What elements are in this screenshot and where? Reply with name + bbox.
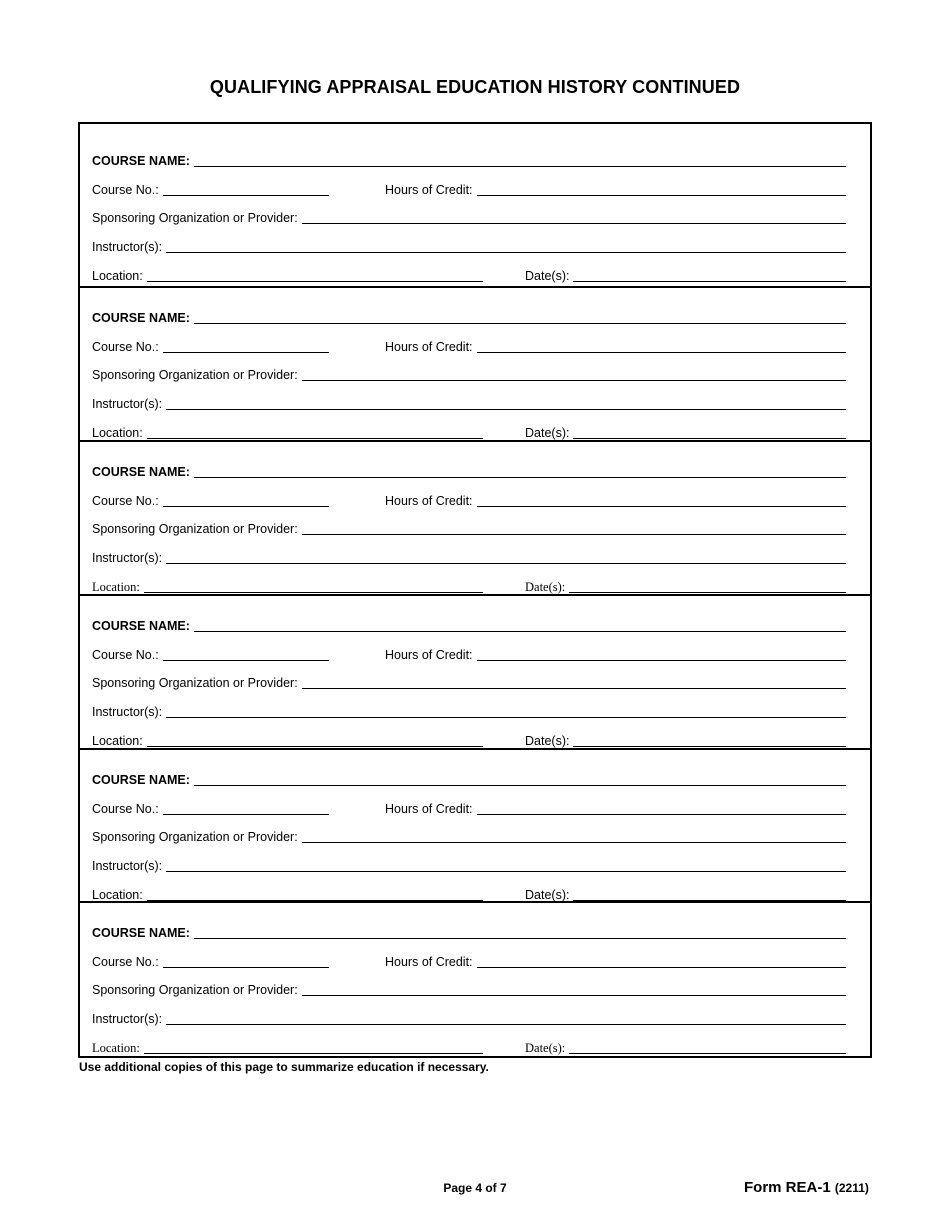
sponsor-field[interactable] [302,380,846,381]
hours-field[interactable] [477,195,846,196]
instructor-field[interactable] [166,1024,846,1025]
course-name-label: COURSE NAME: [92,311,190,325]
location-field[interactable] [147,900,483,901]
hours-row [385,952,846,970]
instructor-label: Instructor(s): [92,705,163,719]
course-no-row [92,799,329,817]
course-form [78,122,872,1058]
course-no-field[interactable] [163,195,329,196]
sponsor-row [92,980,846,998]
location-row [92,885,483,903]
dates-field[interactable] [569,592,846,593]
instructor-label: Instructor(s): [92,859,163,873]
dates-row [525,266,846,284]
location-field[interactable] [144,1053,483,1054]
course-name-label: COURSE NAME: [92,619,190,633]
course-no-label: Course No.: [92,648,159,662]
course-no-label: Course No.: [92,183,159,197]
sponsor-row [92,208,846,226]
instructor-row [92,394,846,412]
dates-row [525,885,846,903]
instructor-row [92,702,846,720]
course-no-label: Course No.: [92,494,159,508]
location-label: Location: [92,734,143,748]
course-no-field[interactable] [163,660,329,661]
dates-field[interactable] [569,1053,846,1054]
course-name-field[interactable] [194,323,846,324]
hours-field[interactable] [477,814,846,815]
sponsor-row [92,365,846,383]
sponsor-label: Sponsoring Organization or Provider: [92,983,298,997]
dates-field[interactable] [573,281,846,282]
location-label: Location: [92,1041,140,1055]
course-name-field[interactable] [194,631,846,632]
course-no-row [92,337,329,355]
hours-field[interactable] [477,660,846,661]
location-field[interactable] [144,592,483,593]
hours-label: Hours of Credit: [385,340,473,354]
instructor-field[interactable] [166,717,846,718]
course-name-row [92,308,846,326]
course-no-label: Course No.: [92,340,159,354]
hours-label: Hours of Credit: [385,494,473,508]
course-no-field[interactable] [163,967,329,968]
dates-row [525,1038,846,1056]
dates-field[interactable] [573,900,846,901]
form-code: (2211) [834,1181,869,1195]
location-label: Location: [92,269,143,283]
location-field[interactable] [147,438,483,439]
instructor-field[interactable] [166,563,846,564]
course-name-field[interactable] [194,166,846,167]
hours-row [385,337,846,355]
sponsor-field[interactable] [302,534,846,535]
sponsor-field[interactable] [302,223,846,224]
location-label: Location: [92,580,140,594]
course-name-row [92,462,846,480]
course-no-field[interactable] [163,506,329,507]
course-section-3 [80,442,870,596]
location-row [92,266,483,284]
location-row [92,423,483,441]
course-name-label: COURSE NAME: [92,154,190,168]
course-name-row [92,770,846,788]
hours-label: Hours of Credit: [385,802,473,816]
sponsor-row [92,827,846,845]
course-name-field[interactable] [194,785,846,786]
form-name: Form REA-1 [744,1179,831,1196]
course-section-2 [80,288,870,442]
course-no-field[interactable] [163,352,329,353]
course-section-6 [80,903,870,1056]
hours-label: Hours of Credit: [385,648,473,662]
course-name-row [92,151,846,169]
dates-label: Date(s): [525,269,570,283]
sponsor-label: Sponsoring Organization or Provider: [92,368,298,382]
course-name-field[interactable] [194,938,846,939]
location-label: Location: [92,888,143,902]
location-label: Location: [92,426,143,440]
location-row [92,731,483,749]
instructor-field[interactable] [166,252,846,253]
page-title: QUALIFYING APPRAISAL EDUCATION HISTORY CONTINUED [209,77,741,97]
course-name-row [92,616,846,634]
dates-label: Date(s): [525,888,570,902]
course-no-row [92,952,329,970]
location-field[interactable] [147,281,483,282]
sponsor-row [92,673,846,691]
dates-row [525,423,846,441]
course-name-row [92,923,846,941]
dates-row [525,577,846,595]
course-name-field[interactable] [194,477,846,478]
course-no-label: Course No.: [92,955,159,969]
hours-field[interactable] [477,967,846,968]
location-row [92,577,483,595]
dates-label: Date(s): [525,1041,566,1055]
instructor-label: Instructor(s): [92,1012,163,1026]
form-identifier [744,1179,869,1196]
dates-label: Date(s): [525,426,570,440]
dates-field[interactable] [573,438,846,439]
hours-field[interactable] [477,506,846,507]
instructor-field[interactable] [166,871,846,872]
course-section-1 [80,124,870,288]
hours-row [385,491,846,509]
sponsor-label: Sponsoring Organization or Provider: [92,830,298,844]
sponsor-label: Sponsoring Organization or Provider: [92,522,298,536]
location-row [92,1038,483,1056]
additional-copies-note: Use additional copies of this page to summarize education if necessary. [79,1060,489,1074]
dates-label: Date(s): [525,734,570,748]
sponsor-label: Sponsoring Organization or Provider: [92,211,298,225]
hours-row [385,645,846,663]
course-name-label: COURSE NAME: [92,773,190,787]
hours-label: Hours of Credit: [385,955,473,969]
course-no-row [92,180,329,198]
course-no-field[interactable] [163,814,329,815]
dates-row [525,731,846,749]
instructor-label: Instructor(s): [92,240,163,254]
hours-row [385,799,846,817]
course-section-5 [80,750,870,903]
course-no-label: Course No.: [92,802,159,816]
course-name-label: COURSE NAME: [92,926,190,940]
course-section-4 [80,596,870,750]
sponsor-row [92,519,846,537]
instructor-row [92,856,846,874]
location-field[interactable] [147,746,483,747]
sponsor-field[interactable] [302,688,846,689]
instructor-label: Instructor(s): [92,397,163,411]
instructor-row [92,548,846,566]
sponsor-field[interactable] [302,842,846,843]
sponsor-field[interactable] [302,995,846,996]
instructor-label: Instructor(s): [92,551,163,565]
instructor-row [92,237,846,255]
instructor-field[interactable] [166,409,846,410]
page-number: Page 4 of 7 [443,1181,507,1195]
dates-field[interactable] [573,746,846,747]
course-name-label: COURSE NAME: [92,465,190,479]
dates-label: Date(s): [525,580,566,594]
hours-row [385,180,846,198]
hours-field[interactable] [477,352,846,353]
hours-label: Hours of Credit: [385,183,473,197]
instructor-row [92,1009,846,1027]
course-no-row [92,645,329,663]
sponsor-label: Sponsoring Organization or Provider: [92,676,298,690]
course-no-row [92,491,329,509]
